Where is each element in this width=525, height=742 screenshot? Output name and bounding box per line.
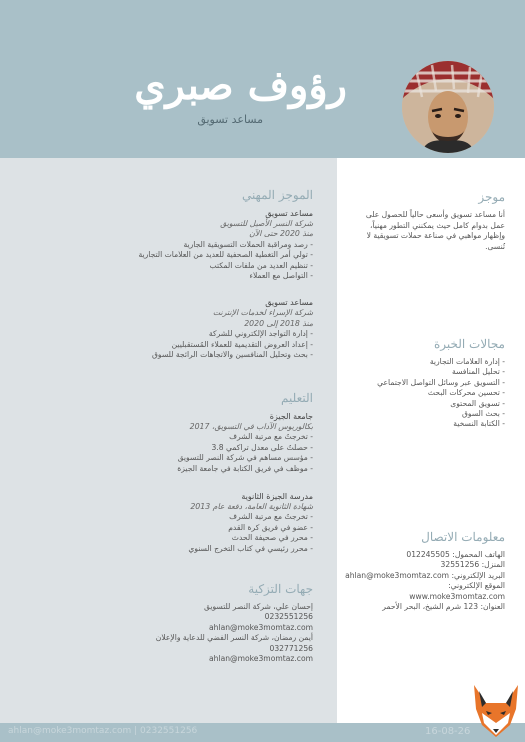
job-duty: - إعداد العروض التقديمية للعملاء المُستقبليين <box>171 339 313 349</box>
reference-line: ahlan@moke3momtaz.com <box>209 622 313 632</box>
school-item: - موظف في فريق الكتابة في جامعة الجيزة <box>177 463 313 473</box>
job-duty: - رصد ومراقبة الحملات التسويقية الجارية <box>183 239 313 249</box>
references-section <box>20 582 313 664</box>
reference-line: 032771256 <box>269 643 313 653</box>
profile-title: موجز <box>478 190 505 204</box>
school-item: - عضو في فريق كرة القدم <box>228 522 313 532</box>
education-section <box>20 391 313 554</box>
job-duty: - تنظيم العديد من ملفات المكتب <box>209 260 313 270</box>
school-degree: بكالوريوس الآداب في التسويق، 2017 <box>189 422 313 431</box>
contact-address: العنوان: 123 شرم الشيخ، البحر الأحمر <box>382 602 505 612</box>
job-title: مساعد تسويق <box>265 209 313 218</box>
contact-mobile: الهاتف المحمول: 012245505 <box>406 550 505 559</box>
footer-band <box>0 723 525 742</box>
profile-section <box>356 190 505 252</box>
reference-line: أيمن رمضان، شركة النسر الفضي للدعاية والإعلان <box>155 633 313 643</box>
school-item: - محرر رئيسي في كتاب التخرج السنوي <box>188 543 313 553</box>
footer-contact: ahlan@moke3momtaz.com | 0232551256 <box>8 726 198 736</box>
contact-website: www.moke3momtaz.com <box>409 591 505 601</box>
job-company: شركة الإسراء لخدمات الإنترنت <box>212 308 313 318</box>
references-title: جهات التزكية <box>248 582 313 596</box>
skill-item: - تحليل المنافسة <box>451 367 505 377</box>
job-duty: - تولي أمر التغطية الصحفية للعديد من العلامات التجارية <box>138 250 313 260</box>
header-band <box>0 0 525 158</box>
contact-title: معلومات الاتصال <box>421 530 505 544</box>
skill-item: - إدارة العلامات التجارية <box>429 357 505 366</box>
job-duty: - بحث وتحليل المنافسين والاتجاهات الرائجة للسوق <box>152 350 313 360</box>
avatar <box>399 58 497 156</box>
person-name: رؤوف صبري <box>134 62 347 109</box>
reference-line: إحسان علي، شركة النصر للتسويق <box>204 602 313 611</box>
skill-item: - الكتابة النسخية <box>453 419 505 429</box>
job-period: منذ 2020 حتى الآن <box>249 229 313 239</box>
job-duty: - التواصل مع العملاء <box>249 271 313 281</box>
skills-title: مجالات الخبرة <box>433 337 505 351</box>
job-period: منذ 2018 إلى 2020 <box>244 318 313 328</box>
footer-date: 16-08-26 <box>425 726 471 737</box>
skill-item: - تسويق المحتوى <box>450 398 505 408</box>
school-name: مدرسة الجيزة الثانوية <box>241 492 313 502</box>
job-title: مساعد تسويق <box>265 298 313 308</box>
school-item: - تخرجتُ مع مرتبة الشرف <box>229 432 313 442</box>
profile-photo-icon <box>402 61 494 153</box>
contact-email: البريد الإلكتروني: ahlan@moke3momtaz.com <box>345 570 505 580</box>
reference-line: 0232551256 <box>264 612 313 622</box>
experience-title: الموجز المهني <box>241 188 313 202</box>
person-role: مساعد تسويق <box>197 113 263 126</box>
school-item: - مؤسس مساهم في شركة النصر للتسويق <box>177 453 313 463</box>
contact-website-label: الموقع الإلكتروني: <box>448 581 505 591</box>
profile-text: أنا مساعد تسويق وأسعى حالياً للحصول على عمل بدوام كامل حيث يمكنني التطور مهنياً، وإظهار مواهبي في صناعة حملات تسويقية لا تُنسى. <box>365 210 505 251</box>
school-item: - تخرجتُ مع مرتبة الشرف <box>229 512 313 522</box>
school-name: جامعة الجيزة <box>269 412 313 421</box>
skill-item: - بحث السوق <box>461 409 505 419</box>
experience-section <box>20 188 313 360</box>
skill-item: - تحسين محركات البحث <box>427 388 505 398</box>
job-company: شركة النسر الأصيل للتسويق <box>220 219 313 228</box>
school-item: - حصلتُ على معدل تراكمي 3.8 <box>211 442 313 452</box>
skill-item: - التسويق عبر وسائل التواصل الاجتماعي <box>377 377 505 387</box>
contact-home: المنزل: 32551256 <box>440 560 505 570</box>
job-duty: - إدارة التواجد الإلكتروني للشركة <box>208 329 313 339</box>
education-title: التعليم <box>281 391 313 405</box>
contact-section <box>345 530 505 612</box>
reference-line: ahlan@moke3momtaz.com <box>209 654 313 664</box>
school-degree: شهادة الثانوية العامة، دفعة عام 2013 <box>190 502 313 512</box>
school-item: - محرر في صحيفة الحدث <box>231 533 313 543</box>
fox-logo-icon <box>470 683 522 739</box>
skills-section <box>356 337 505 430</box>
